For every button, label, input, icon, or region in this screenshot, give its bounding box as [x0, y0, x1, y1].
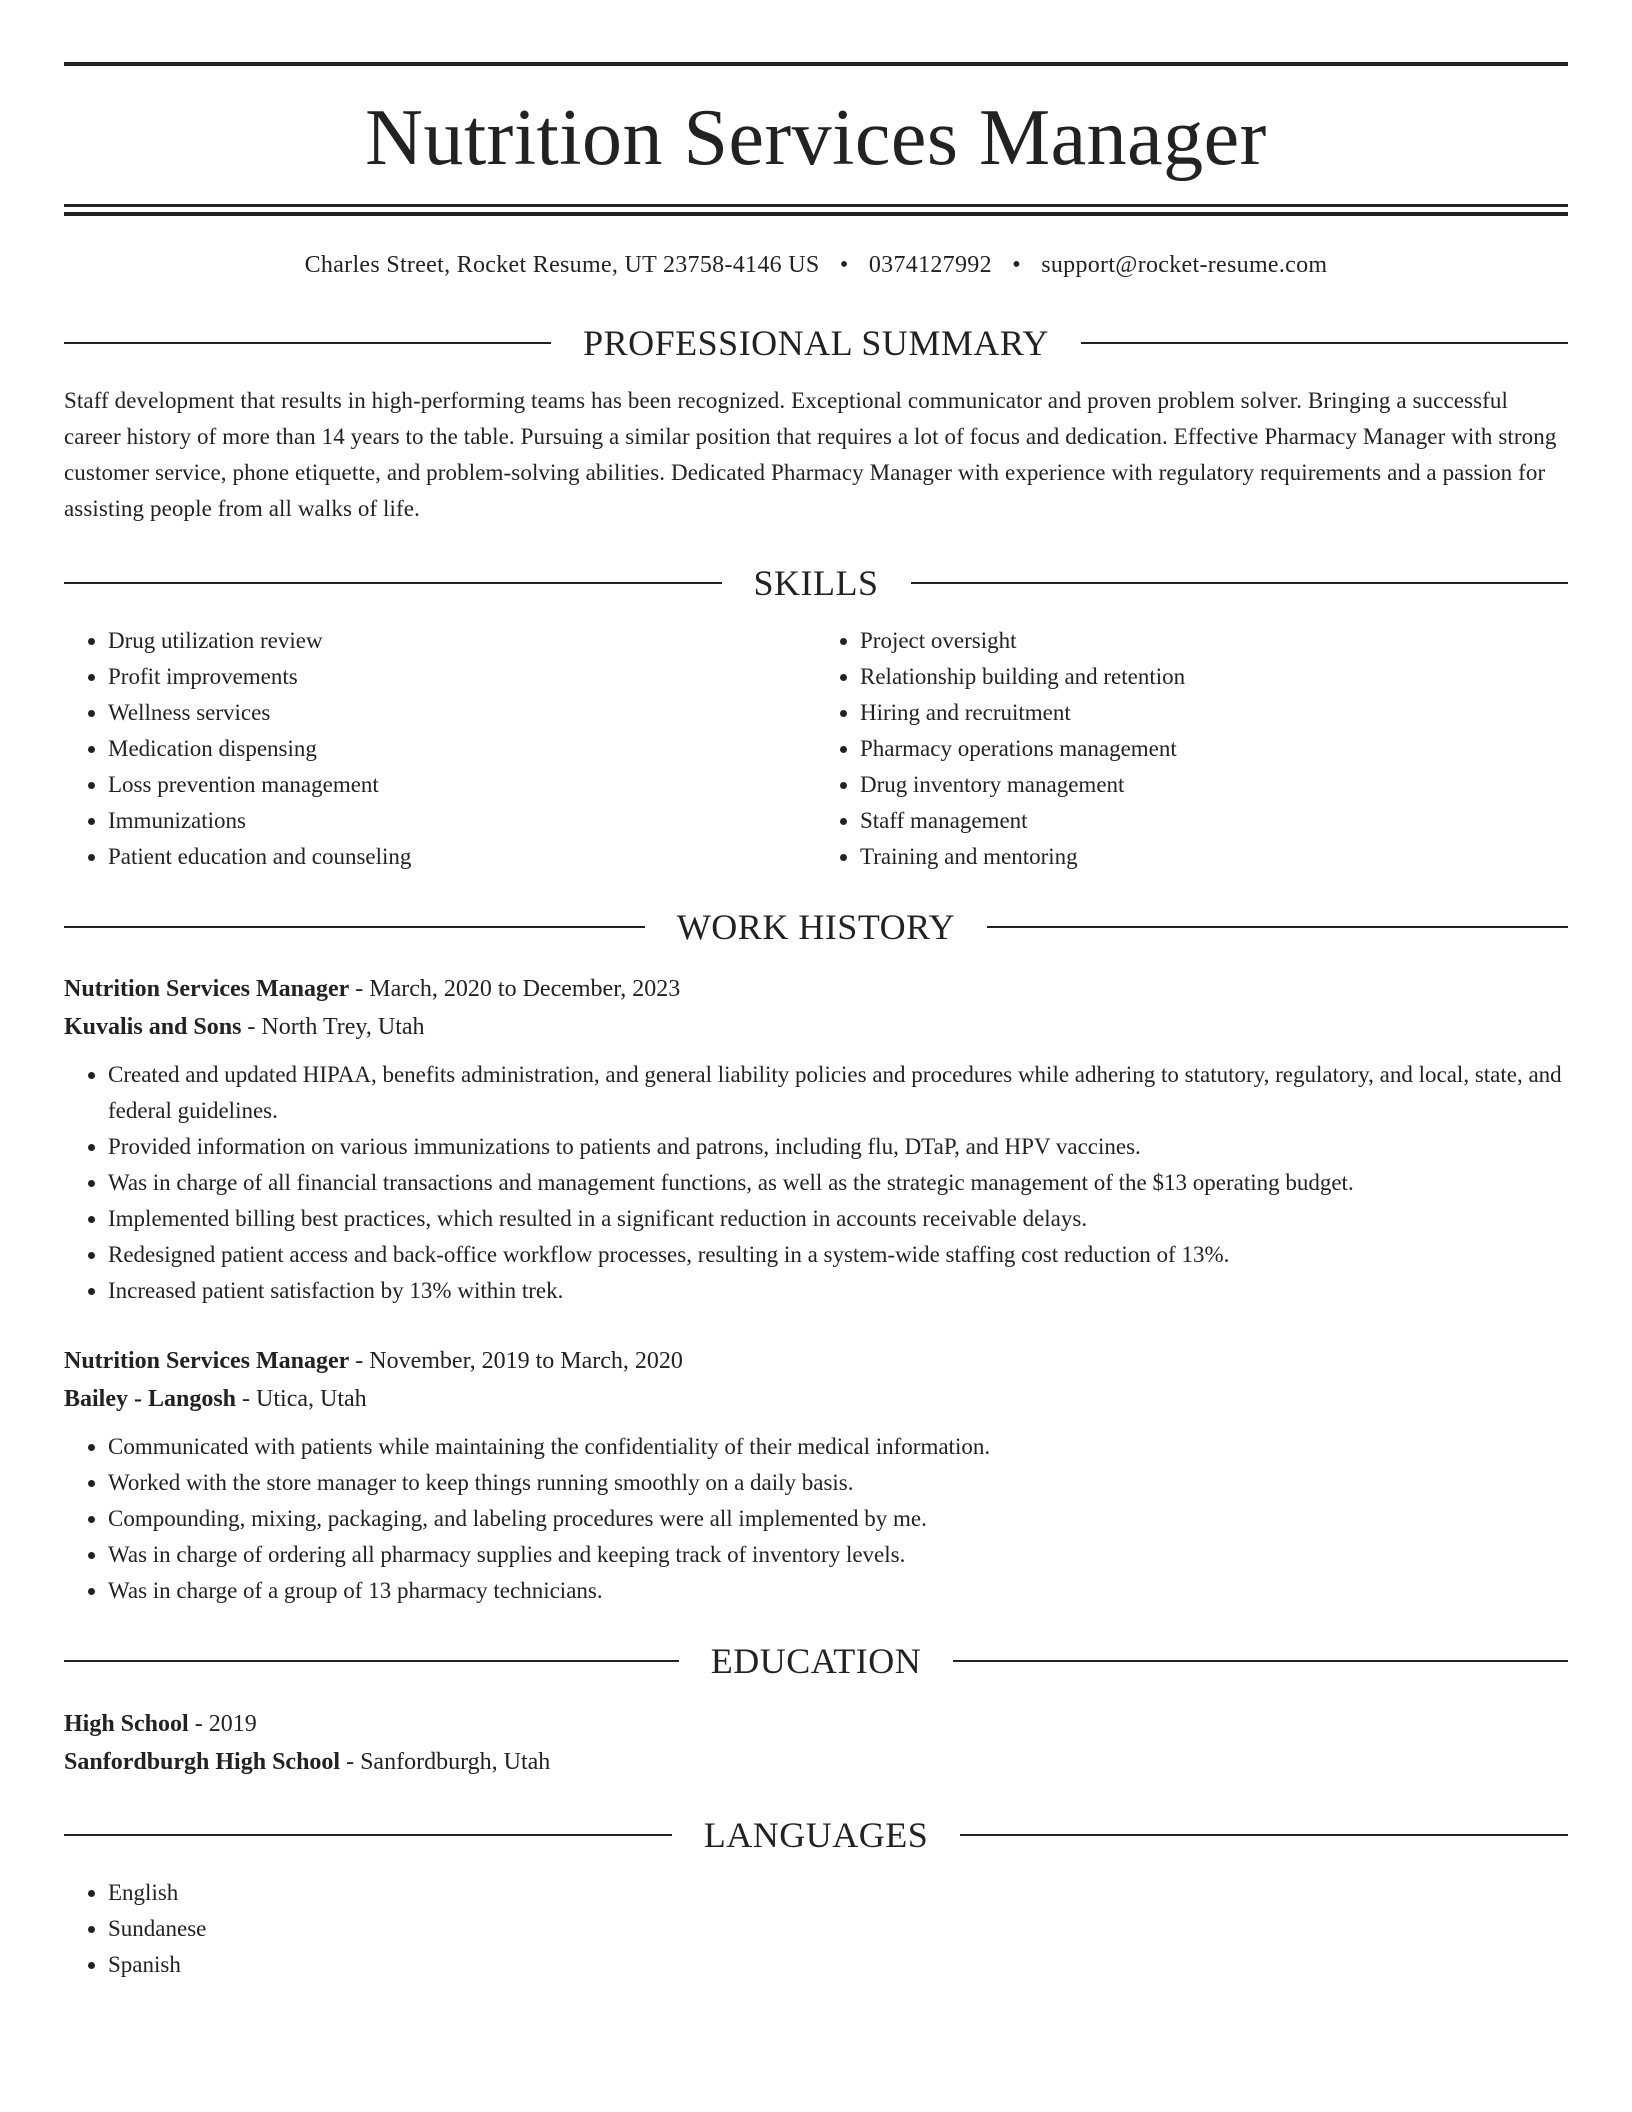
language-item: • English — [108, 1875, 1568, 1911]
company-location: - Utica, Utah — [236, 1386, 367, 1412]
section-heading-summary — [64, 325, 1568, 361]
skill-item: • Medication dispensing — [108, 731, 816, 767]
skill-item: • Staff management — [860, 803, 1568, 839]
skills-list-right — [816, 623, 1568, 875]
contact-separator: • — [839, 252, 849, 278]
job-dates: - March, 2020 to December, 2023 — [349, 976, 681, 1002]
job-bullet: • Increased patient satisfaction by 13% within trek. — [108, 1273, 1568, 1309]
job-bullet: • Worked with the store manager to keep things running smoothly on a daily basis. — [108, 1465, 1568, 1501]
title-rule-lower — [64, 212, 1568, 216]
job-bullet: • Implemented billing best practices, which resulted in a significant reduction in accounts receivable delays. — [108, 1201, 1568, 1237]
education-school: Sanfordburgh High School — [64, 1749, 341, 1775]
job-dates: - November, 2019 to March, 2020 — [349, 1348, 683, 1374]
skill-item: • Drug utilization review — [108, 623, 816, 659]
section-title: WORK HISTORY — [676, 907, 956, 947]
heading-rule — [960, 1834, 1568, 1836]
job-title-line — [64, 1343, 1568, 1379]
skill-item: • Wellness services — [108, 695, 816, 731]
job-bullet: • Compounding, mixing, packaging, and labeling procedures were all implemented by me. — [108, 1501, 1568, 1537]
contact-phone: 0374127992 — [868, 252, 992, 278]
skill-item: • Patient education and counseling — [108, 839, 816, 875]
skill-item: • Pharmacy operations management — [860, 731, 1568, 767]
job-bullet: • Provided information on various immunizations to patients and patrons, including flu, DTaP, and HPV vaccines. — [108, 1129, 1568, 1165]
skills-list-left — [64, 623, 816, 875]
company-line — [64, 1379, 1568, 1419]
contact-email: support@rocket-resume.com — [1041, 252, 1328, 278]
contact-separator: • — [1012, 252, 1021, 278]
summary-text: Staff development that results in high-performing teams has been recognized. Exceptional communicator and proven problem solver. Bringing a successful career history of more than 14 years to the table. Pursuing a similar position that requires a lot of focus and dedication. Effective Pharmacy Manager with strong customer service, phone etiquette, and problem-solving abilities. Dedicated Pharmacy Manager with experience with regulatory requirements and a passion for assisting people from all walks of life. — [64, 388, 1557, 521]
section-title: LANGUAGES — [703, 1815, 929, 1855]
job-bullet: • Created and updated HIPAA, benefits administration, and general liability policies and procedures while adhering to statutory, regulatory, and local, state, and federal guidelines. — [108, 1057, 1568, 1129]
skill-item: • Profit improvements — [108, 659, 816, 695]
heading-rule — [64, 926, 645, 928]
skill-item: • Project oversight — [860, 623, 1568, 659]
language-item: • Spanish — [108, 1947, 1568, 1983]
job-entry — [64, 1343, 1568, 1609]
skill-item: • Drug inventory management — [860, 767, 1568, 803]
job-bullet: • Communicated with patients while maintaining the confidentiality of their medical information. — [108, 1429, 1568, 1465]
education-degree-line — [64, 1705, 1568, 1743]
education-school-line — [64, 1743, 1568, 1781]
section-heading-education — [64, 1643, 1568, 1679]
heading-rule — [64, 1834, 672, 1836]
skill-item: • Hiring and recruitment — [860, 695, 1568, 731]
heading-rule — [911, 582, 1569, 584]
contact-line — [64, 252, 1568, 279]
heading-rule — [1081, 342, 1568, 344]
company-name: Bailey - Langosh — [64, 1386, 237, 1412]
heading-rule — [987, 926, 1568, 928]
top-rule — [64, 62, 1568, 66]
title-rule-upper — [64, 204, 1568, 207]
education-location: - Sanfordburgh, Utah — [340, 1749, 551, 1775]
job-title: Nutrition Services Manager — [64, 1348, 350, 1374]
section-heading-work — [64, 909, 1568, 945]
skills-grid — [64, 623, 1568, 875]
job-bullets — [64, 1057, 1568, 1309]
job-title: Nutrition Services Manager — [64, 976, 350, 1002]
skill-item: • Immunizations — [108, 803, 816, 839]
skill-item: • Relationship building and retention — [860, 659, 1568, 695]
skill-item: • Training and mentoring — [860, 839, 1568, 875]
heading-rule — [64, 1660, 679, 1662]
section-heading-languages — [64, 1817, 1568, 1853]
heading-rule — [953, 1660, 1568, 1662]
company-location: - North Trey, Utah — [241, 1014, 425, 1040]
job-bullets — [64, 1429, 1568, 1609]
company-line — [64, 1007, 1568, 1047]
languages-list — [64, 1875, 1568, 1983]
heading-rule — [64, 342, 551, 344]
job-bullet: • Was in charge of ordering all pharmacy supplies and keeping track of inventory levels. — [108, 1537, 1568, 1573]
section-heading-skills — [64, 565, 1568, 601]
section-title: SKILLS — [753, 563, 879, 603]
language-item: • Sundanese — [108, 1911, 1568, 1947]
job-title-line — [64, 971, 1568, 1007]
section-title: EDUCATION — [710, 1641, 922, 1681]
education-year: - 2019 — [188, 1711, 257, 1737]
contact-address: Charles Street, Rocket Resume, UT 23758-4146 US — [304, 252, 820, 278]
skill-item: • Loss prevention management — [108, 767, 816, 803]
section-title: PROFESSIONAL SUMMARY — [583, 323, 1049, 363]
job-entry — [64, 971, 1568, 1309]
job-bullet: • Was in charge of a group of 13 pharmacy technicians. — [108, 1573, 1568, 1609]
education-degree: High School — [64, 1711, 189, 1737]
job-bullet: • Redesigned patient access and back-office workflow processes, resulting in a system-wide staffing cost reduction of 13%. — [108, 1237, 1568, 1273]
heading-rule — [64, 582, 722, 584]
company-name: Kuvalis and Sons — [64, 1014, 242, 1040]
resume-title: Nutrition Services Manager — [365, 94, 1267, 182]
job-bullet: • Was in charge of all financial transactions and management functions, as well as the strategic management of the $13 operating budget. — [108, 1165, 1568, 1201]
